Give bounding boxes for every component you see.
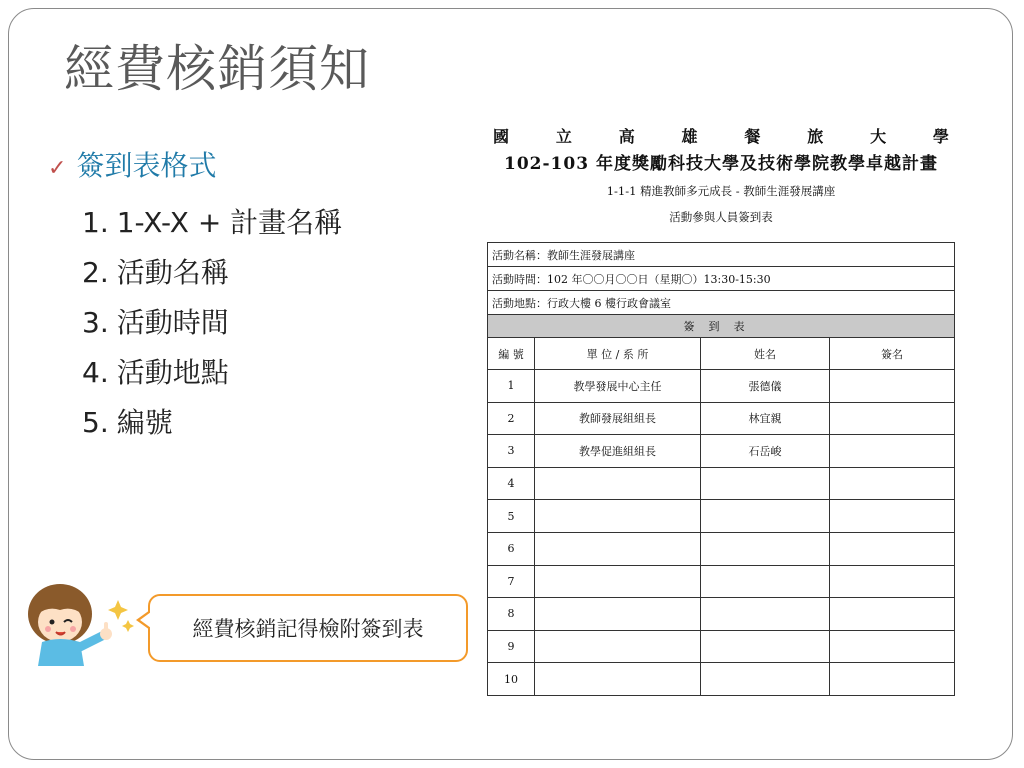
row-unit	[535, 663, 701, 696]
table-row	[488, 565, 955, 598]
row-name: 林宜親	[701, 402, 830, 435]
girl-thumbs-up-icon	[18, 570, 138, 670]
row-number: 6	[488, 532, 535, 565]
step-text: 活動名稱	[116, 256, 229, 289]
row-unit	[535, 598, 701, 631]
row-signature	[830, 630, 955, 663]
step-number: 2.	[82, 256, 109, 289]
col-header-number: 編 號	[488, 338, 535, 370]
row-unit: 教師發展組組長	[535, 402, 701, 435]
table-row	[488, 598, 955, 631]
row-name	[701, 532, 830, 565]
bubble-tail-inner	[140, 612, 151, 628]
step-text: 活動時間	[116, 306, 229, 339]
row-unit	[535, 565, 701, 598]
speech-bubble	[148, 594, 468, 662]
school-char: 國	[493, 127, 510, 146]
step-text: 1-X-X + 計畫名稱	[116, 206, 343, 239]
table-row	[488, 630, 955, 663]
row-number: 4	[488, 467, 535, 500]
col-header-name: 姓名	[701, 338, 830, 370]
row-unit	[535, 532, 701, 565]
slide-title: 經費核銷須知	[64, 40, 370, 98]
row-number: 9	[488, 630, 535, 663]
table-row	[488, 435, 955, 468]
row-number: 2	[488, 402, 535, 435]
row-signature	[830, 500, 955, 533]
row-number: 7	[488, 565, 535, 598]
activity-time: 活動時間：102 年〇〇月〇〇日（星期〇）13:30-15:30	[488, 267, 955, 291]
form-subtitle: 1-1-1 精進教師多元成長 - 教師生涯發展講座	[606, 184, 836, 198]
activity-name: 活動名稱：教師生涯發展講座	[488, 243, 955, 267]
row-signature	[830, 435, 955, 468]
step-number: 5.	[82, 406, 109, 439]
row-name	[701, 500, 830, 533]
school-char: 餐	[744, 127, 761, 146]
row-name	[701, 630, 830, 663]
list-item	[82, 398, 342, 448]
row-signature	[830, 565, 955, 598]
checkmark-icon: ✓	[48, 156, 67, 181]
table-row	[488, 663, 955, 696]
school-char: 雄	[681, 127, 698, 146]
row-number: 3	[488, 435, 535, 468]
school-char: 旅	[807, 127, 824, 146]
step-number: 4.	[82, 356, 109, 389]
row-name	[701, 598, 830, 631]
row-unit	[535, 630, 701, 663]
list-item	[82, 298, 342, 348]
step-text: 活動地點	[116, 356, 229, 389]
school-char: 高	[618, 127, 635, 146]
sign-in-band: 簽到表	[488, 315, 955, 338]
school-char: 立	[555, 127, 572, 146]
row-name: 張德儀	[701, 370, 830, 403]
list-item	[82, 248, 342, 298]
row-number: 5	[488, 500, 535, 533]
bullet-heading	[48, 148, 216, 187]
school-name	[487, 124, 955, 150]
row-signature	[830, 532, 955, 565]
row-unit	[535, 467, 701, 500]
row-signature	[830, 663, 955, 696]
plan-title: 102-103 年度獎勵科技大學及技術學院教學卓越計畫	[504, 154, 938, 174]
step-number: 1.	[82, 206, 109, 239]
row-unit	[535, 500, 701, 533]
steps-list	[82, 198, 342, 448]
row-name	[701, 565, 830, 598]
row-signature	[830, 370, 955, 403]
row-unit: 教學發展中心主任	[535, 370, 701, 403]
sheet-title: 活動參與人員簽到表	[669, 210, 773, 224]
row-signature	[830, 598, 955, 631]
row-number: 1	[488, 370, 535, 403]
bubble-text: 經費核銷記得檢附簽到表	[192, 617, 424, 641]
row-unit: 教學促進組組長	[535, 435, 701, 468]
row-number: 10	[488, 663, 535, 696]
school-char: 大	[870, 127, 887, 146]
row-name	[701, 663, 830, 696]
activity-place: 活動地點：行政大樓 6 樓行政會議室	[488, 291, 955, 315]
school-char: 學	[932, 127, 949, 146]
step-number: 3.	[82, 306, 109, 339]
col-header-signature: 簽名	[830, 338, 955, 370]
sign-in-form	[487, 124, 955, 686]
table-row	[488, 402, 955, 435]
row-number: 8	[488, 598, 535, 631]
list-item	[82, 348, 342, 398]
step-text: 編號	[116, 406, 173, 439]
table-row	[488, 370, 955, 403]
bullet-heading-text: 簽到表格式	[76, 149, 217, 182]
col-header-unit: 單 位 / 系 所	[535, 338, 701, 370]
table-row	[488, 532, 955, 565]
row-name	[701, 467, 830, 500]
table-row	[488, 467, 955, 500]
sign-in-table	[487, 242, 955, 696]
table-row	[488, 500, 955, 533]
list-item	[82, 198, 342, 248]
row-signature	[830, 402, 955, 435]
row-name: 石岳峻	[701, 435, 830, 468]
row-signature	[830, 467, 955, 500]
